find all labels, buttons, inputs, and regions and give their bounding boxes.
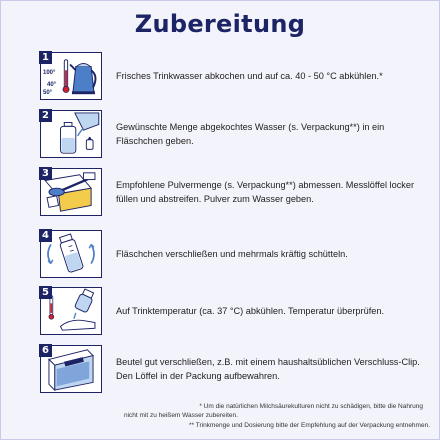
step-text: Empfohlene Pulvermenge (s. Verpackung**) abmessen. Messlöffel locker füllen und abstreifen. Pulver zum Wasser geben.	[116, 180, 415, 204]
thermo-label-40: 40°	[47, 82, 57, 88]
step-number: 2	[39, 109, 52, 122]
step-3	[40, 168, 436, 216]
step-2	[40, 110, 436, 158]
step-number: 3	[39, 167, 52, 180]
step-text: Gewünschte Menge abgekochtes Wasser (s. Verpackung**) in ein Fläschchen geben.	[116, 122, 385, 146]
footnote-2: ** Trinkmenge und Dosierung bitte der Empfehlung auf der Verpackung entnehmen.	[188, 422, 430, 429]
step-text: Frisches Trinkwasser abkochen und auf ca. 40 - 50 °C abkühlen.*	[116, 71, 383, 81]
step-text: Auf Trinktemperatur (ca. 37 °C) abkühlen. Temperatur überprüfen.	[116, 306, 385, 316]
step-number: 1	[39, 51, 52, 64]
step-number: 6	[39, 344, 52, 357]
step-number: 4	[39, 229, 52, 242]
step-1	[40, 52, 436, 100]
step-4	[40, 230, 436, 278]
step-text: Fläschchen verschließen und mehrmals kräftig schütteln.	[116, 249, 348, 259]
thermo-label-100: 100°	[43, 70, 56, 76]
thermo-label-50: 50°	[43, 90, 53, 96]
step-5	[40, 287, 436, 335]
footnote-1-line-2: nicht mit zu heißem Wasser zubereiten.	[124, 412, 238, 419]
page-title: Zubereitung	[134, 10, 306, 38]
step-text: Beutel gut verschließen, z.B. mit einem haushaltsüblichen Verschluss-Clip. Den Löffel in der Packung aufbewahren.	[116, 357, 420, 381]
step-number: 5	[39, 286, 52, 299]
footnote-1-line-1: * Um die natürlichen Milchsäurekulturen nicht zu schädigen, bitte die Nahrung	[199, 403, 423, 410]
step-6	[40, 345, 436, 393]
